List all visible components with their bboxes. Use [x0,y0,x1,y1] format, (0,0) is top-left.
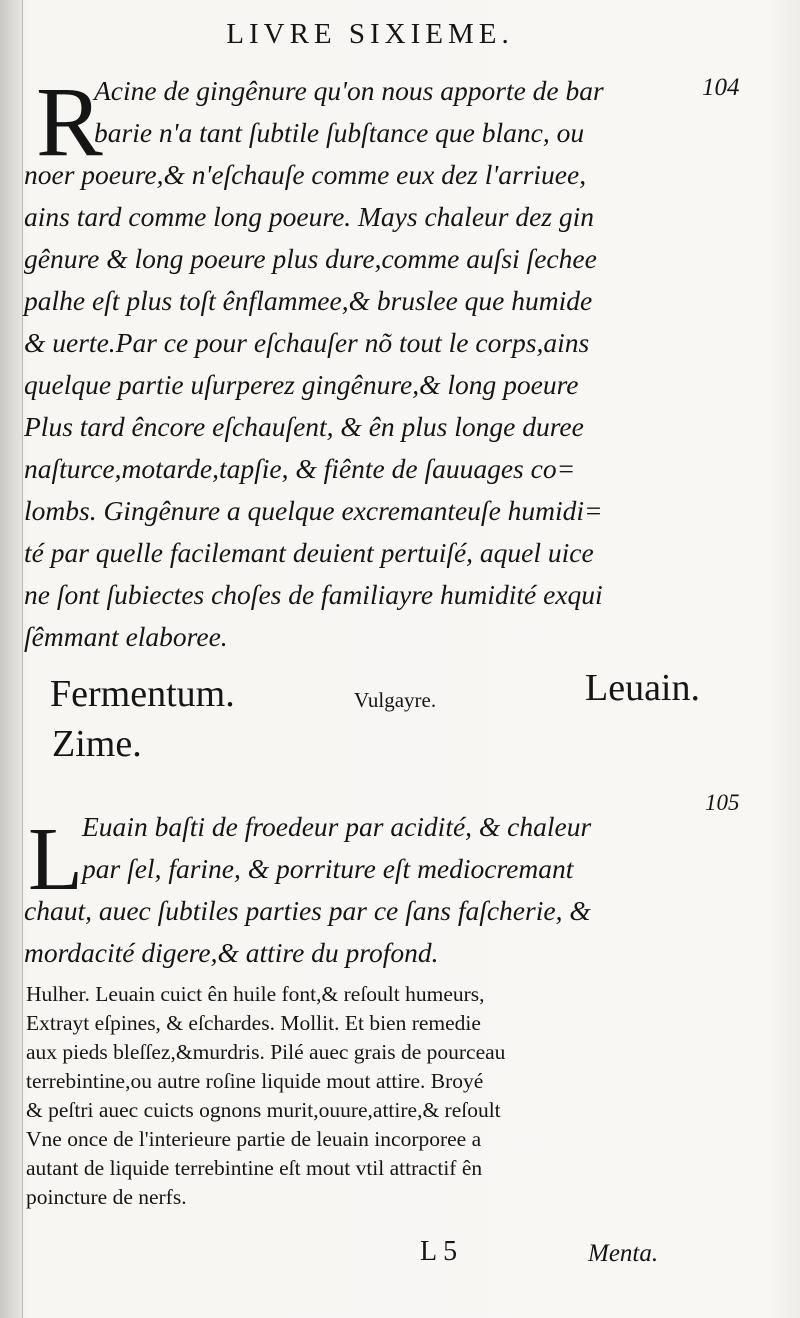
text-line: Hulher. Leuain cuict ên huile font,& reſoult humeurs, [26,982,485,1006]
text-line: ſêmmant elaboree. [24,621,228,652]
folio-number-105: 105 [705,790,740,815]
text-line: Acine de gingênure qu'on nous apporte de bar [94,75,604,106]
running-head: LIVRE SIXIEME. [226,18,514,50]
section-hulher [26,980,706,1212]
text-line: Plus tard êncore eſchauſent, & ên plus longe duree [24,411,584,442]
section-leuain [24,806,696,974]
heading-latin: Fermentum. [50,673,235,715]
text-line: Euain baſti de froedeur par acidité, & chaleur [82,811,592,842]
text-line: gênure & long poeure plus dure,comme auſsi ſechee [24,243,597,274]
heading-greek: Zime. [52,723,142,765]
heading-vulgar-label: Vulgayre. [354,688,437,712]
text-line: chaut, auec ſubtiles parties par ce ſans faſcherie, & [24,895,591,926]
text-line: & uerte.Par ce pour eſchauſer nõ tout le corps,ains [24,327,590,358]
heading-french: Leuain. [584,667,700,709]
text-line: & peſtri auec cuicts ognons murit,ouure,attire,& reſoult [26,1098,501,1122]
drop-cap-r: R [36,66,103,177]
page-footer [0,1236,800,1276]
text-line: terrebintine,ou autre roſine liquide mout attire. Broyé [26,1069,484,1093]
text-line: Extrayt eſpines, & eſchardes. Mollit. Et bien remedie [26,1011,481,1035]
text-line: mordacité digere,& attire du profond. [24,937,439,968]
text-line: noer poeure,& n'eſchauſe comme eux dez l'arriuee, [24,159,587,190]
text-line: lombs. Gingênure a quelque excremanteuſe humidi= [24,495,603,526]
text-line: autant de liquide terrebintine eſt mout vtil attractif ên [26,1156,483,1180]
text-line: palhe eſt plus toſt ênflammee,& bruslee que humide [24,285,593,316]
text-line: barie n'a tant ſubtile ſubſtance que blanc, ou [94,117,585,148]
catchword: Menta. [588,1240,659,1267]
drop-cap-l: L [28,810,83,909]
text-line: Vne once de l'interieure partie de leuain incorporee a [26,1127,482,1151]
text-line: poincture de nerfs. [26,1185,187,1209]
folio-number-104: 104 [702,74,740,101]
signature-mark: L 5 [420,1236,458,1267]
text-line: quelque partie uſurperez gingênure,& long poeure [24,369,579,400]
text-line: par ſel, farine, & porriture eſt mediocremant [82,853,574,884]
text-line: aux pieds bleſſez,&murdris. Pilé auec grais de pourceau [26,1040,506,1064]
text-line: té par quelle facilemant deuient pertuiſé, aquel uice [24,537,594,568]
entry-heading [50,667,700,722]
binding-edge [0,0,23,1318]
text-line: ne ſont ſubiectes choſes de familiayre humidité exqui [24,579,603,610]
section-racine-gingenure [24,66,696,658]
text-line: ains tard comme long poeure. Mays chaleur dez gin [24,201,595,232]
text-line: naſturce,motarde,tapſie, & fiênte de ſauuages co= [24,453,576,484]
